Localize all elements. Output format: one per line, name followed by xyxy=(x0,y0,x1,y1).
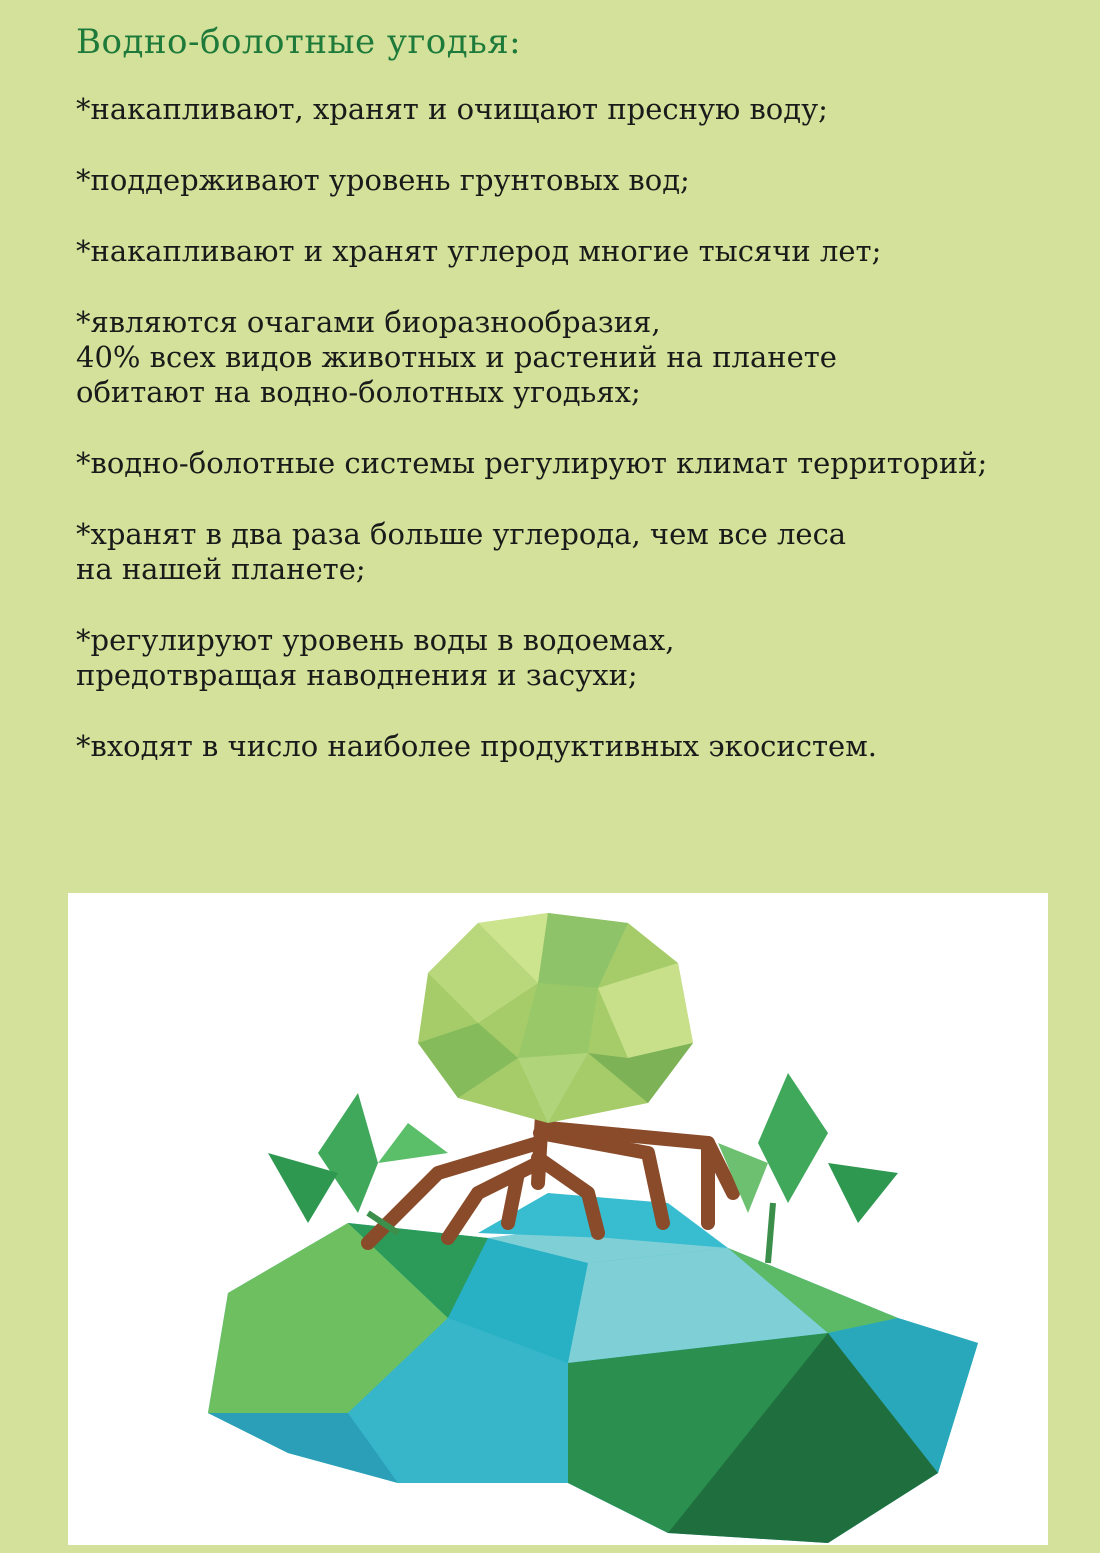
list-item: *регулируют уровень воды в водоемах, предотвращая наводнения и засухи; xyxy=(76,623,675,692)
tree-island-icon xyxy=(68,893,1048,1545)
wetland-illustration xyxy=(68,893,1048,1545)
list-item: *входят в число наиболее продуктивных экосистем. xyxy=(76,729,877,763)
page-title: Водно-болотные угодья: xyxy=(76,22,522,62)
list-item: *накапливают, хранят и очищают пресную воду; xyxy=(76,92,828,126)
list-item: *поддерживают уровень грунтовых вод; xyxy=(76,163,690,197)
list-item: *накапливают и хранят углерод многие тысячи лет; xyxy=(76,234,882,268)
list-item: *хранят в два раза больше углерода, чем все леса на нашей планете; xyxy=(76,517,847,586)
list-item: *являются очагами биоразнообразия, 40% всех видов животных и растений на планете обитают на водно-болотных угодьях; xyxy=(76,305,837,409)
list-item: *водно-болотные системы регулируют климат территорий; xyxy=(76,446,988,480)
benefits-list xyxy=(76,92,1076,800)
